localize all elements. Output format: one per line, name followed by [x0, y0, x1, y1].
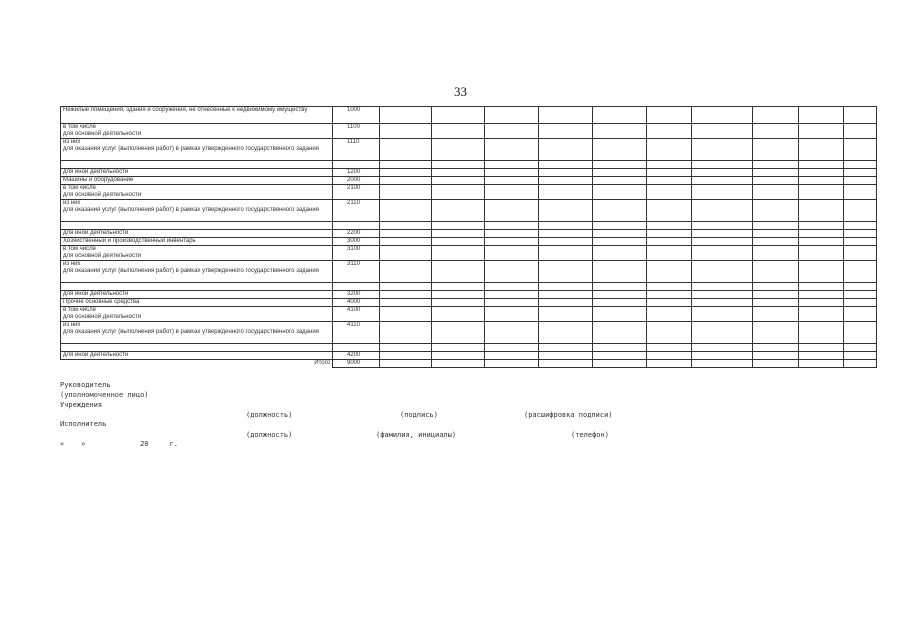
value-cell: [753, 139, 799, 161]
value-cell: [692, 299, 753, 307]
row-name: в том числе для основной деятельности: [61, 307, 333, 322]
value-cell: [844, 283, 877, 291]
row-name: Нежилые помещения, здания и сооружения, не отнесенные к недвижимому имуществу: [61, 107, 333, 124]
value-cell: [485, 291, 539, 299]
value-cell: [432, 139, 485, 161]
value-cell: [799, 352, 844, 360]
value-cell: [844, 222, 877, 230]
value-cell: [799, 291, 844, 299]
row-code: [333, 161, 380, 169]
value-cell: [753, 360, 799, 368]
value-cell: [753, 307, 799, 322]
row-code: 3110: [333, 261, 380, 283]
value-cell: [647, 185, 692, 200]
value-cell: [380, 124, 432, 139]
value-cell: [485, 299, 539, 307]
row-code: 3200: [333, 291, 380, 299]
executor-position-caption: (должность): [246, 431, 293, 439]
value-cell: [647, 230, 692, 238]
table-row: [61, 161, 877, 169]
row-name: в том числе для основной деятельности: [61, 124, 333, 139]
value-cell: [539, 124, 593, 139]
value-cell: [539, 261, 593, 283]
value-cell: [432, 185, 485, 200]
value-cell: [380, 169, 432, 177]
value-cell: [799, 139, 844, 161]
total-row: [61, 360, 877, 368]
row-name: в том числе для основной деятельности: [61, 185, 333, 200]
value-cell: [380, 299, 432, 307]
value-cell: [485, 283, 539, 291]
value-cell: [647, 177, 692, 185]
row-name: из них для оказания услуг (выполнения работ) в рамках утвержденного государственного задания: [61, 200, 333, 222]
value-cell: [380, 200, 432, 222]
value-cell: [844, 360, 877, 368]
value-cell: [753, 124, 799, 139]
value-cell: [692, 246, 753, 261]
row-name: из них для оказания услуг (выполнения работ) в рамках утвержденного государственного задания: [61, 322, 333, 344]
row-code: 2200: [333, 230, 380, 238]
value-cell: [485, 322, 539, 344]
value-cell: [380, 283, 432, 291]
value-cell: [380, 230, 432, 238]
value-cell: [844, 161, 877, 169]
value-cell: [539, 344, 593, 352]
value-cell: [647, 360, 692, 368]
value-cell: [485, 124, 539, 139]
row-name: [61, 222, 333, 230]
value-cell: [844, 200, 877, 222]
value-cell: [844, 322, 877, 344]
row-code: 2000: [333, 177, 380, 185]
value-cell: [432, 107, 485, 124]
row-code: 3000: [333, 238, 380, 246]
value-cell: [647, 169, 692, 177]
value-cell: [432, 177, 485, 185]
value-cell: [593, 177, 647, 185]
value-cell: [539, 360, 593, 368]
table-row: [61, 283, 877, 291]
value-cell: [539, 352, 593, 360]
value-cell: [692, 322, 753, 344]
value-cell: [753, 246, 799, 261]
value-cell: [692, 177, 753, 185]
row-code: 1110: [333, 139, 380, 161]
value-cell: [539, 322, 593, 344]
value-cell: [844, 107, 877, 124]
value-cell: [539, 307, 593, 322]
value-cell: [844, 169, 877, 177]
value-cell: [647, 246, 692, 261]
value-cell: [692, 222, 753, 230]
row-code: 4000: [333, 299, 380, 307]
value-cell: [432, 261, 485, 283]
value-cell: [485, 139, 539, 161]
value-cell: [692, 283, 753, 291]
value-cell: [485, 169, 539, 177]
value-cell: [844, 246, 877, 261]
row-name: Хозяйственный и производственный инвентарь: [61, 238, 333, 246]
value-cell: [380, 360, 432, 368]
row-name: для иной деятельности: [61, 291, 333, 299]
value-cell: [692, 200, 753, 222]
value-cell: [539, 283, 593, 291]
executor-label: Исполнитель: [60, 420, 107, 428]
value-cell: [539, 107, 593, 124]
value-cell: [844, 291, 877, 299]
head-position-caption: (должность): [246, 411, 293, 419]
value-cell: [539, 161, 593, 169]
value-cell: [692, 238, 753, 246]
value-cell: [432, 352, 485, 360]
head-label-1: Руководитель: [60, 381, 111, 389]
row-code: 4100: [333, 307, 380, 322]
row-code: 3100: [333, 246, 380, 261]
value-cell: [753, 161, 799, 169]
value-cell: [753, 177, 799, 185]
value-cell: [432, 283, 485, 291]
value-cell: [432, 291, 485, 299]
value-cell: [432, 344, 485, 352]
value-cell: [593, 307, 647, 322]
value-cell: [539, 139, 593, 161]
value-cell: [799, 161, 844, 169]
value-cell: [692, 139, 753, 161]
value-cell: [692, 169, 753, 177]
value-cell: [844, 230, 877, 238]
value-cell: [593, 299, 647, 307]
value-cell: [647, 322, 692, 344]
value-cell: [799, 283, 844, 291]
fixed-assets-table: [60, 106, 877, 368]
value-cell: [593, 230, 647, 238]
table-body: [61, 107, 877, 368]
value-cell: [485, 238, 539, 246]
value-cell: [539, 299, 593, 307]
value-cell: [539, 246, 593, 261]
value-cell: [380, 261, 432, 283]
row-code: 1100: [333, 124, 380, 139]
value-cell: [647, 291, 692, 299]
value-cell: [799, 307, 844, 322]
value-cell: [380, 344, 432, 352]
value-cell: [844, 352, 877, 360]
value-cell: [844, 238, 877, 246]
value-cell: [432, 124, 485, 139]
value-cell: [593, 161, 647, 169]
table-row: [61, 124, 877, 139]
row-name: [61, 344, 333, 352]
value-cell: [692, 352, 753, 360]
value-cell: [432, 360, 485, 368]
value-cell: [753, 238, 799, 246]
value-cell: [799, 124, 844, 139]
value-cell: [647, 344, 692, 352]
value-cell: [753, 344, 799, 352]
value-cell: [692, 291, 753, 299]
value-cell: [485, 246, 539, 261]
value-cell: [593, 360, 647, 368]
row-name: для иной деятельности: [61, 169, 333, 177]
value-cell: [647, 299, 692, 307]
value-cell: [647, 124, 692, 139]
value-cell: [432, 238, 485, 246]
value-cell: [647, 283, 692, 291]
value-cell: [380, 246, 432, 261]
value-cell: [844, 177, 877, 185]
value-cell: [432, 307, 485, 322]
row-code: [333, 344, 380, 352]
table-row: [61, 185, 877, 200]
head-signature-caption: (подпись): [400, 411, 438, 419]
value-cell: [647, 238, 692, 246]
row-code: 1000: [333, 107, 380, 124]
value-cell: [485, 230, 539, 238]
head-label-3: Учреждения: [60, 401, 103, 409]
value-cell: [647, 261, 692, 283]
value-cell: [844, 124, 877, 139]
value-cell: [539, 185, 593, 200]
value-cell: [593, 261, 647, 283]
head-label-2: (уполномоченное лицо): [60, 391, 149, 399]
value-cell: [799, 344, 844, 352]
value-cell: [692, 307, 753, 322]
value-cell: [692, 161, 753, 169]
value-cell: [799, 107, 844, 124]
value-cell: [647, 161, 692, 169]
value-cell: [485, 161, 539, 169]
row-name: в том числе для основной деятельности: [61, 246, 333, 261]
value-cell: [485, 200, 539, 222]
date-line: « » 20 г.: [60, 440, 179, 448]
row-code: 9000: [333, 360, 380, 368]
value-cell: [647, 139, 692, 161]
value-cell: [485, 222, 539, 230]
row-name: для иной деятельности: [61, 352, 333, 360]
value-cell: [593, 283, 647, 291]
table-row: [61, 169, 877, 177]
value-cell: [753, 200, 799, 222]
table-row: [61, 299, 877, 307]
page-number: 33: [454, 84, 467, 99]
value-cell: [485, 177, 539, 185]
value-cell: [593, 344, 647, 352]
value-cell: [799, 299, 844, 307]
value-cell: [593, 200, 647, 222]
value-cell: [432, 299, 485, 307]
table-row: [61, 291, 877, 299]
value-cell: [380, 177, 432, 185]
value-cell: [432, 200, 485, 222]
value-cell: [647, 200, 692, 222]
value-cell: [485, 344, 539, 352]
value-cell: [593, 291, 647, 299]
value-cell: [432, 246, 485, 261]
value-cell: [799, 322, 844, 344]
value-cell: [799, 360, 844, 368]
value-cell: [844, 344, 877, 352]
value-cell: [753, 322, 799, 344]
value-cell: [753, 299, 799, 307]
value-cell: [753, 352, 799, 360]
value-cell: [692, 344, 753, 352]
value-cell: [432, 322, 485, 344]
value-cell: [753, 261, 799, 283]
value-cell: [753, 230, 799, 238]
value-cell: [380, 238, 432, 246]
value-cell: [593, 185, 647, 200]
value-cell: [539, 200, 593, 222]
value-cell: [647, 307, 692, 322]
value-cell: [485, 107, 539, 124]
value-cell: [692, 124, 753, 139]
value-cell: [380, 352, 432, 360]
value-cell: [799, 246, 844, 261]
table-row: [61, 177, 877, 185]
value-cell: [593, 169, 647, 177]
value-cell: [799, 200, 844, 222]
value-cell: [593, 124, 647, 139]
value-cell: [539, 230, 593, 238]
value-cell: [380, 139, 432, 161]
value-cell: [485, 261, 539, 283]
value-cell: [432, 230, 485, 238]
value-cell: [799, 222, 844, 230]
value-cell: [692, 230, 753, 238]
row-code: 2110: [333, 200, 380, 222]
value-cell: [485, 360, 539, 368]
value-cell: [799, 185, 844, 200]
value-cell: [593, 222, 647, 230]
value-cell: [380, 107, 432, 124]
table-row: [61, 139, 877, 161]
value-cell: [753, 222, 799, 230]
row-name: Прочие основные средства: [61, 299, 333, 307]
value-cell: [753, 291, 799, 299]
row-name: из них для оказания услуг (выполнения работ) в рамках утвержденного государственного задания: [61, 139, 333, 161]
value-cell: [593, 246, 647, 261]
table-row: [61, 222, 877, 230]
value-cell: [380, 222, 432, 230]
row-name: [61, 161, 333, 169]
value-cell: [647, 352, 692, 360]
row-code: 1200: [333, 169, 380, 177]
table-row: [61, 200, 877, 222]
executor-name-caption: (фамилия, инициалы): [376, 431, 457, 439]
table-row: [61, 322, 877, 344]
value-cell: [844, 299, 877, 307]
value-cell: [692, 360, 753, 368]
head-decoding-caption: (расшифровка подписи): [524, 411, 613, 419]
value-cell: [753, 169, 799, 177]
value-cell: [432, 161, 485, 169]
value-cell: [844, 185, 877, 200]
table-row: [61, 107, 877, 124]
value-cell: [692, 261, 753, 283]
row-name: из них для оказания услуг (выполнения работ) в рамках утвержденного государственного задания: [61, 261, 333, 283]
value-cell: [799, 261, 844, 283]
value-cell: [753, 185, 799, 200]
value-cell: [844, 307, 877, 322]
table-row: [61, 238, 877, 246]
row-code: [333, 283, 380, 291]
value-cell: [593, 238, 647, 246]
value-cell: [593, 352, 647, 360]
value-cell: [647, 107, 692, 124]
value-cell: [539, 169, 593, 177]
table-row: [61, 307, 877, 322]
value-cell: [593, 139, 647, 161]
row-code: 4200: [333, 352, 380, 360]
total-label: Итого: [61, 360, 333, 368]
value-cell: [485, 307, 539, 322]
value-cell: [380, 185, 432, 200]
row-name: Машины и оборудование: [61, 177, 333, 185]
value-cell: [380, 307, 432, 322]
executor-phone-caption: (телефон): [571, 431, 609, 439]
value-cell: [432, 169, 485, 177]
value-cell: [753, 283, 799, 291]
value-cell: [692, 107, 753, 124]
value-cell: [753, 107, 799, 124]
value-cell: [799, 238, 844, 246]
value-cell: [485, 352, 539, 360]
table-row: [61, 344, 877, 352]
value-cell: [799, 177, 844, 185]
value-cell: [799, 169, 844, 177]
table-row: [61, 261, 877, 283]
value-cell: [844, 139, 877, 161]
value-cell: [647, 222, 692, 230]
value-cell: [593, 107, 647, 124]
table-row: [61, 246, 877, 261]
value-cell: [432, 222, 485, 230]
value-cell: [844, 261, 877, 283]
value-cell: [539, 177, 593, 185]
row-name: [61, 283, 333, 291]
table-row: [61, 352, 877, 360]
value-cell: [485, 185, 539, 200]
row-code: 2100: [333, 185, 380, 200]
value-cell: [692, 185, 753, 200]
value-cell: [539, 238, 593, 246]
value-cell: [539, 222, 593, 230]
table-row: [61, 230, 877, 238]
value-cell: [539, 291, 593, 299]
row-name: для иной деятельности: [61, 230, 333, 238]
value-cell: [380, 161, 432, 169]
value-cell: [593, 322, 647, 344]
value-cell: [380, 291, 432, 299]
value-cell: [799, 230, 844, 238]
row-code: [333, 222, 380, 230]
row-code: 4110: [333, 322, 380, 344]
value-cell: [380, 322, 432, 344]
